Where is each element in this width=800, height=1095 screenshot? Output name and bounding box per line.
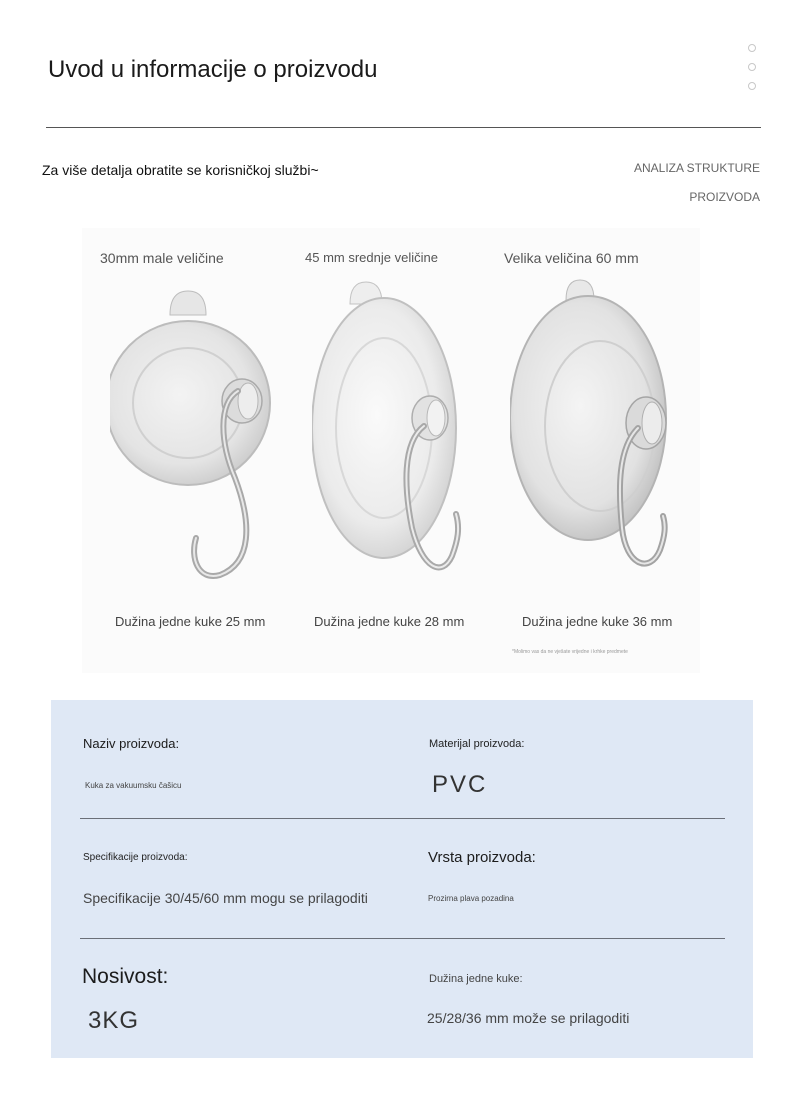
- size-label-medium: 45 mm srednje veličine: [305, 250, 438, 265]
- analysis-line-1: ANALIZA STRUKTURE: [633, 161, 760, 175]
- hook-length-label: Dužina jedne kuke:: [429, 973, 523, 985]
- product-type-value: Prozirna plava pozadina: [428, 894, 514, 903]
- contact-note: Za više detalja obratite se korisničkoj službi~: [42, 162, 319, 178]
- decorative-dots: [748, 44, 758, 101]
- hook-length-label-medium: Dužina jedne kuke 28 mm: [314, 614, 465, 629]
- page-title: Uvod u informacije o proizvodu: [48, 56, 378, 83]
- dot-icon: [748, 82, 756, 90]
- spec-divider: [80, 818, 725, 819]
- spec-panel: [51, 700, 753, 1058]
- analysis-line-2: PROIZVODA: [689, 190, 760, 204]
- photo-fine-print: *Molimo vas da ne vješate vrijedne i krhke predmete: [512, 649, 628, 655]
- dot-icon: [748, 63, 756, 71]
- spec-divider: [80, 938, 725, 939]
- suction-hook-medium-image: [312, 278, 492, 598]
- specifications-label: Specifikacije proizvoda:: [83, 852, 188, 863]
- product-photo: [82, 228, 700, 673]
- load-capacity-value: 3KG: [88, 1007, 140, 1034]
- suction-hook-small-image: [110, 283, 290, 593]
- title-divider: [46, 127, 761, 128]
- hook-length-label-small: Dužina jedne kuke 25 mm: [115, 614, 266, 629]
- size-label-small: 30mm male veličine: [100, 250, 224, 266]
- product-type-label: Vrsta proizvoda:: [428, 849, 536, 866]
- material-label: Materijal proizvoda:: [429, 738, 525, 750]
- product-name-value: Kuka za vakuumsku čašicu: [85, 781, 182, 790]
- hook-length-label-large: Dužina jedne kuke 36 mm: [522, 614, 673, 629]
- material-value: PVC: [432, 771, 488, 798]
- size-label-large: Velika veličina 60 mm: [504, 250, 639, 266]
- hook-length-value: 25/28/36 mm može se prilagoditi: [427, 1010, 630, 1026]
- product-name-label: Naziv proizvoda:: [83, 736, 180, 751]
- specifications-value: Specifikacije 30/45/60 mm mogu se prilagoditi: [83, 890, 368, 906]
- structure-analysis-heading: [634, 154, 760, 212]
- load-capacity-label: Nosivost:: [82, 965, 169, 988]
- dot-icon: [748, 44, 756, 52]
- suction-hook-large-image: [510, 278, 700, 598]
